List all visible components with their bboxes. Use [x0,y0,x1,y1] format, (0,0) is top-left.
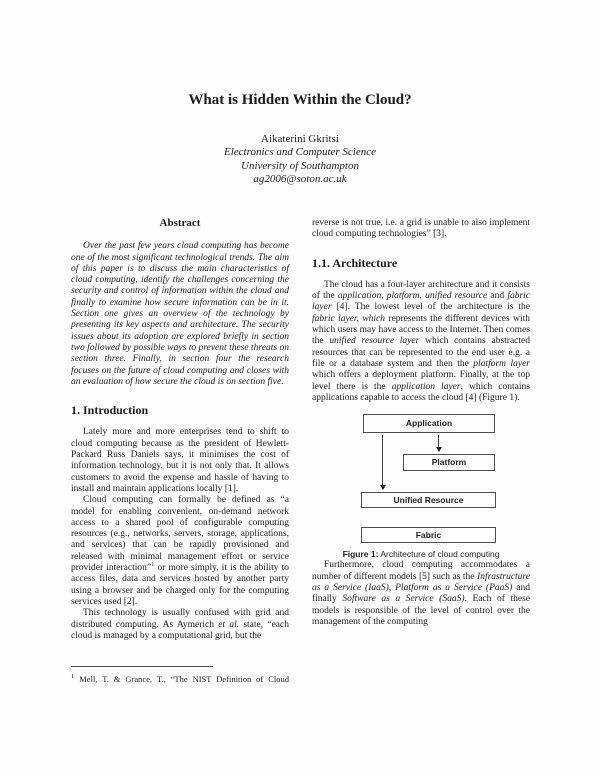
figure-caption-label: Figure 1: [342,549,379,560]
footnote-text: Mell, T. & Grance, T., “The NIST Definition of Cloud [79,673,289,684]
abstract-heading: Abstract [159,217,201,229]
figure-application-box: Application [363,414,495,433]
arrow-down-icon [436,447,442,452]
introduction-paragraph-3: This technology is usually confused with grid and distributed computing. As Aymerich et al. state, “each cloud is managed by a computational grid, but the [71,608,289,641]
introduction-paragraph-2: Cloud computing can formally be defined as “a model for enabling convenient, on-demand network access to a shared pool of configurable computing resources (e.g., networks, servers, storage, applications, and services) that can be rapidly provisioned and released with minimal management effort or service provider interaction”$^1$ or more simply, it is the ability to access files, data and services hosted by another party using a browser and be charged only for the computing services used [2]. [71,495,289,607]
models-paragraph: Furthermore, cloud computing accommodates a number of different models [5] such as the Infrastructure as a Service (IaaS), Platform as a Service (PaaS) and finally Software as a Service (SaaS). Each of these models is responsible of the level of control over the management of the computing [312,560,530,627]
footnote-rule [71,666,213,667]
figure-caption [312,549,530,560]
abstract-body: Over the past few years cloud computing has become one of the most significant technological trends. The aim of this paper is to discuss the main characteristics of cloud computing, identify the challenges concerning the security and control of information within the cloud and finally to examine how secure information can be in it. Section one gives an overview of the technology by presenting its key aspects and architecture. The security issues about its adoption are explored briefly in section two followed by possible ways to prevent these threats on section three. Finally, in section four the research focuses on the future of cloud computing and closes with an evaluation of how secure the cloud is on section five. [71,241,289,387]
footnote-block [71,666,289,684]
continuation-paragraph: reverse is not true, i.e. a grid is unable to also implement cloud computing technologies” [3]. [312,218,530,240]
paper-title: What is Hidden Within the Cloud? [188,92,412,108]
architecture-paragraph: The cloud has a four-layer architecture and it consists of the application, platform, unified resource and fabric layer [4]. The lowest level of the architecture is the fabric layer, which represents the different devices with which users may have access to the Internet. Then comes the unified resource layer which contains abstracted resources that can be represented to the end user e.g. a file or a database system and then the platform layer which offers a deployment platform. Finally, at the top level there is the application layer, which contains applications capable to access the cloud [4] (Figure 1). [312,279,531,403]
author-block [0,133,600,187]
figure-unified-resource-box: Unified Resource [361,492,496,508]
right-column [312,218,530,628]
author-email: ag2006@soton.ac.uk [253,173,347,186]
author-name: Aikaterini Gkritsi [261,133,339,145]
arrow-down-icon [380,485,386,490]
author-university: University of Southampton [241,159,359,172]
section-heading-introduction: 1. Introduction [71,403,149,418]
left-column [71,218,289,642]
footnote-marker: 1 [71,673,75,680]
figure-caption-text: Architecture of cloud computing [378,549,500,560]
introduction-paragraph-1: Lately more and more enterprises tend to shift to cloud computing because as the president of Hewlett-Packard Russ Daniels says, it minimises the cost of information technology, but it is not only that. It allows customers to avoid the expense and hassle of having to install and maintain applications locally [1]. [71,427,289,494]
figure-platform-box: Platform [403,454,495,471]
footnote [71,672,289,684]
section-heading-architecture: 1.1. Architecture [312,255,398,270]
author-department: Electronics and Computer Science [223,146,377,159]
figure-fabric-box: Fabric [361,527,496,543]
figure-architecture-diagram [312,414,530,544]
arrow-down-icon [382,435,383,486]
